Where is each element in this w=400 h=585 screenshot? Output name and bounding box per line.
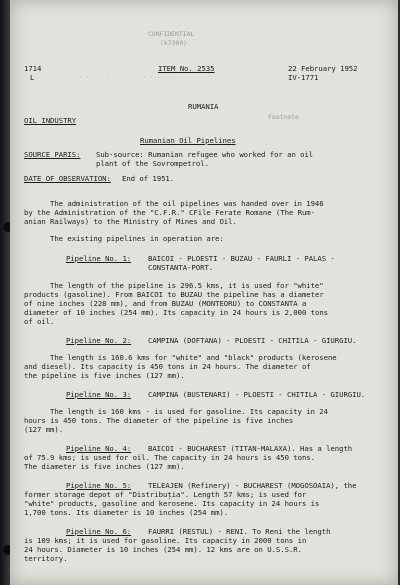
date-observation-label: DATE OF OBSERVATION: — [24, 174, 111, 183]
intro-line-1: The administration of the oil pipelines was handed over in 1946 — [50, 199, 324, 208]
scan-edge — [0, 0, 10, 585]
pipeline-6-route-1: FAURRI (RESTUL) - RENI. To Reni the length — [148, 527, 331, 536]
item-number: ITEM No. 2535 — [158, 64, 215, 73]
pipeline-2-body-3: the pipeline is five inches (127 mm). — [24, 371, 185, 380]
report-class: L — [30, 73, 35, 82]
pipeline-2-body-2: and diesel). Its capacity is 450 tons in 24 hours. The diameter of — [24, 362, 311, 371]
pipeline-1-body-3: of nine inches (228 mm), and from BUZAU (MONTEORU) to CONSTANTA a — [24, 299, 307, 308]
pipeline-5-route-1: TELEAJEN (Refinery) - BUCHAREST (MOGOSOAIA), the — [148, 481, 357, 490]
pipeline-4-route-1: BAICOI - BUCHAREST (TITAN-MALAXA). Has a length — [148, 444, 353, 453]
intro-line-3: anian Railways) to the Ministry of Mines and Oil. — [24, 217, 237, 226]
pipeline-1-body-5: of oil. — [24, 317, 55, 326]
intro-line-2: by the Administration of the "C.F.R." CFile Ferate Romane (The Rum- — [24, 208, 315, 217]
pipeline-2-route-1: CAMPINA (DOFTANA) - PLOESTI - CHITILA - GIURGIU. — [148, 336, 357, 345]
pipeline-5-body-3: 1,700 tons. Its diameter is 10 inches (254 mm). — [24, 508, 229, 517]
pipeline-3-body-3: (127 mm). — [24, 425, 64, 434]
pipeline-4-body-2: The diameter is five inches (127 mm). — [24, 462, 185, 471]
pipeline-3-body-1: The length is 160 kms - is used for gasoline. Its capacity in 24 — [50, 407, 328, 416]
pipeline-6-body-3: territory. — [24, 554, 68, 563]
pipeline-1-label: Pipeline No. 1: — [66, 254, 132, 263]
subject-category: OIL INDUSTRY — [24, 116, 77, 125]
pipeline-1-route-2: CONSTANTA-PORT. — [148, 263, 214, 272]
document-title: Rumanian Oil Pipelines — [140, 136, 236, 145]
pipeline-1-body-2: products (gasoline). From BAICOI to BUZAU the pipeline has a diameter — [24, 290, 324, 299]
pipeline-3-label: Pipeline No. 3: — [66, 390, 132, 399]
pipeline-3-route-1: CAMPINA (BUSTENARI) - PLOESTI - CHITILA - GIURGIU. — [148, 390, 366, 399]
classification-stamp: CONFIDENTIAL — [148, 30, 195, 38]
pipeline-5-body-2: "white" products, gasoline and kerosene. Its capacity in 24 hours is — [24, 499, 320, 508]
date-observation-value: End of 1951. — [122, 174, 175, 183]
classification-code: (k7300) — [160, 39, 188, 47]
pipeline-1-body-4: diameter of 10 inches (254 mm). Its capacity in 24 hours is 2,000 tons — [24, 308, 329, 317]
pipeline-6-body-1: is 109 kms; it is used for gasoline. Its capacity in 2000 tons in — [24, 536, 307, 545]
pipeline-6-label: Pipeline No. 6: — [66, 527, 132, 536]
pipeline-2-body-1: The length is 160.6 kms for "white" and "black" products (kerosene — [50, 353, 337, 362]
pipeline-4-body-1: of 75.9 kms; is used for oil. The capacity in 24 hours is 450 tons. — [24, 453, 315, 462]
reference-code: IV-1771 — [288, 73, 319, 82]
pipeline-1-route-1: BAICOI - PLOESTI - BUZAU - FAURLI - PALAS - — [148, 254, 335, 263]
country-heading: RUMANIA — [188, 102, 219, 111]
source-line-1: Sub-source: Rumanian refugee who worked for an oil — [96, 150, 314, 159]
source-label: SOURCE PARIS: — [24, 150, 81, 159]
report-number: 1714 — [24, 64, 42, 73]
footnote-ref: Footnote — [268, 113, 299, 121]
pipeline-5-body-1: former storage depot of "Distribuția". Length 57 kms; is used for — [24, 490, 307, 499]
pipeline-5-label: Pipeline No. 5: — [66, 481, 132, 490]
pipeline-1-body-1: The length of the pipeline is 296.5 kms, it is used for "white" — [50, 281, 324, 290]
existing-pipelines-line: The existing pipelines in operation are: — [50, 234, 224, 243]
pipeline-2-label: Pipeline No. 2: — [66, 336, 132, 345]
report-date: 22 February 1952 — [288, 64, 358, 73]
pipeline-3-body-2: hours is 450 tons. The diameter of the pipeline is five inches — [24, 416, 294, 425]
pipeline-6-body-2: 24 hours. Diameter is 10 inches (254 mm). 12 kms are on U.S.S.R. — [24, 545, 302, 554]
pipeline-4-label: Pipeline No. 4: — [66, 444, 132, 453]
bleed-through-text: · · · · · · · · · · · · · · · · · · — [50, 74, 175, 81]
source-line-2: plant of the Sovrompetrol. — [96, 159, 209, 168]
document-page — [10, 0, 398, 585]
